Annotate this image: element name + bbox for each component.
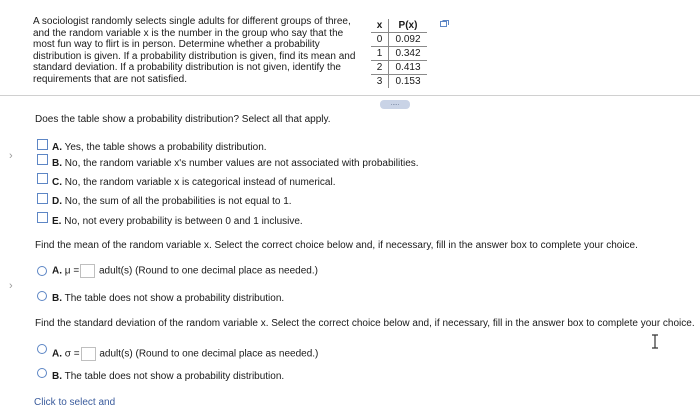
sd-option-a-label — [52, 347, 318, 362]
checkbox-option-c[interactable] — [37, 173, 48, 184]
option-letter: E. — [52, 216, 62, 227]
click-to-select-link[interactable]: Click to select and — [34, 397, 116, 408]
option-text: No, the random variable x's number values are not associated with probabilities. — [64, 158, 419, 169]
option-text: The table does not show a probability distribution. — [64, 371, 285, 382]
table-header-px: P(x) — [389, 19, 428, 33]
option-b-label — [52, 158, 419, 169]
table-cell: 3 — [371, 75, 389, 89]
chevron-right-icon[interactable]: › — [9, 280, 13, 292]
table-cell: 0.413 — [389, 61, 428, 75]
option-c-label — [52, 177, 335, 188]
table-cell: 0.342 — [389, 47, 428, 61]
option-letter: A. — [52, 348, 62, 360]
option-letter: D. — [52, 196, 62, 207]
option-letter: B. — [52, 371, 62, 382]
mean-option-a-label — [52, 264, 318, 279]
table-row — [371, 61, 427, 75]
table-header-x: x — [371, 19, 389, 33]
option-letter: A. — [52, 142, 62, 153]
option-letter: B. — [52, 293, 62, 304]
table-cell: 2 — [371, 61, 389, 75]
question-3-text: Find the standard deviation of the random variable x. Select the correct choice below and, if necessary, fill in the answer box to complete your choice. — [35, 318, 695, 329]
chevron-right-icon[interactable]: › — [9, 150, 13, 162]
option-text: No, the random variable x is categorical instead of numerical. — [64, 177, 336, 188]
mean-symbol: μ = — [64, 265, 80, 277]
mean-answer-input[interactable] — [80, 264, 95, 278]
prompt-line: A sociologist randomly selects single adults for different groups of three, — [33, 16, 351, 27]
option-text: No, not every probability is between 0 and 1 inclusive. — [64, 216, 303, 227]
table-row — [371, 75, 427, 89]
prompt-line: standard deviation. If a probability distribution is not given, identify the — [33, 62, 341, 74]
prompt-line: and the random variable x is the number in the group who say that the — [33, 27, 344, 39]
prompt-line: distribution is given. If a probability distribution is given, find its mean and — [33, 50, 356, 62]
section-divider — [0, 95, 700, 96]
question-2-text: Find the mean of the random variable x. Select the correct choice below and, if necessary, fill in the answer box to complete your choice. — [35, 240, 638, 251]
prompt-line: requirements that are not satisfied. — [33, 73, 187, 85]
table-cell: 0 — [371, 33, 389, 47]
option-text: The table does not show a probability distribution. — [64, 293, 285, 304]
more-info-button[interactable]: ..... — [380, 100, 410, 109]
table-header-row — [371, 19, 427, 33]
table-cell: 0.092 — [389, 33, 428, 47]
mean-option-b-label — [52, 293, 284, 304]
option-a-label — [52, 142, 267, 153]
option-letter: A. — [52, 265, 62, 277]
sd-answer-input[interactable] — [81, 347, 96, 361]
table-row — [371, 33, 427, 47]
table-cell: 1 — [371, 47, 389, 61]
radio-mean-option-b[interactable] — [37, 291, 47, 301]
checkbox-option-b[interactable] — [37, 154, 48, 165]
mean-suffix: adult(s) (Round to one decimal place as needed.) — [98, 265, 318, 277]
sd-symbol: σ = — [64, 348, 80, 360]
problem-statement — [33, 16, 363, 86]
copy-data-icon[interactable] — [440, 20, 449, 27]
option-e-label — [52, 216, 303, 227]
question-1-text: Does the table show a probability distribution? Select all that apply. — [35, 114, 331, 125]
prompt-line: most fun way to flirt is in person. Determine whether a probability — [33, 39, 320, 51]
table-cell: 0.153 — [389, 75, 428, 89]
radio-mean-option-a[interactable] — [37, 266, 47, 276]
text-cursor-icon — [650, 334, 660, 349]
probability-table — [371, 19, 427, 88]
radio-sd-option-b[interactable] — [37, 368, 47, 378]
table-row — [371, 47, 427, 61]
sd-suffix: adult(s) (Round to one decimal place as needed.) — [99, 348, 319, 360]
option-text: No, the sum of all the probabilities is not equal to 1. — [64, 196, 292, 207]
checkbox-option-e[interactable] — [37, 212, 48, 223]
radio-sd-option-a[interactable] — [37, 344, 47, 354]
option-letter: C. — [52, 177, 62, 188]
option-letter: B. — [52, 158, 62, 169]
checkbox-option-d[interactable] — [37, 193, 48, 204]
option-text: Yes, the table shows a probability distribution. — [64, 142, 267, 153]
option-d-label — [52, 196, 292, 207]
sd-option-b-label — [52, 371, 284, 382]
checkbox-option-a[interactable] — [37, 139, 48, 150]
